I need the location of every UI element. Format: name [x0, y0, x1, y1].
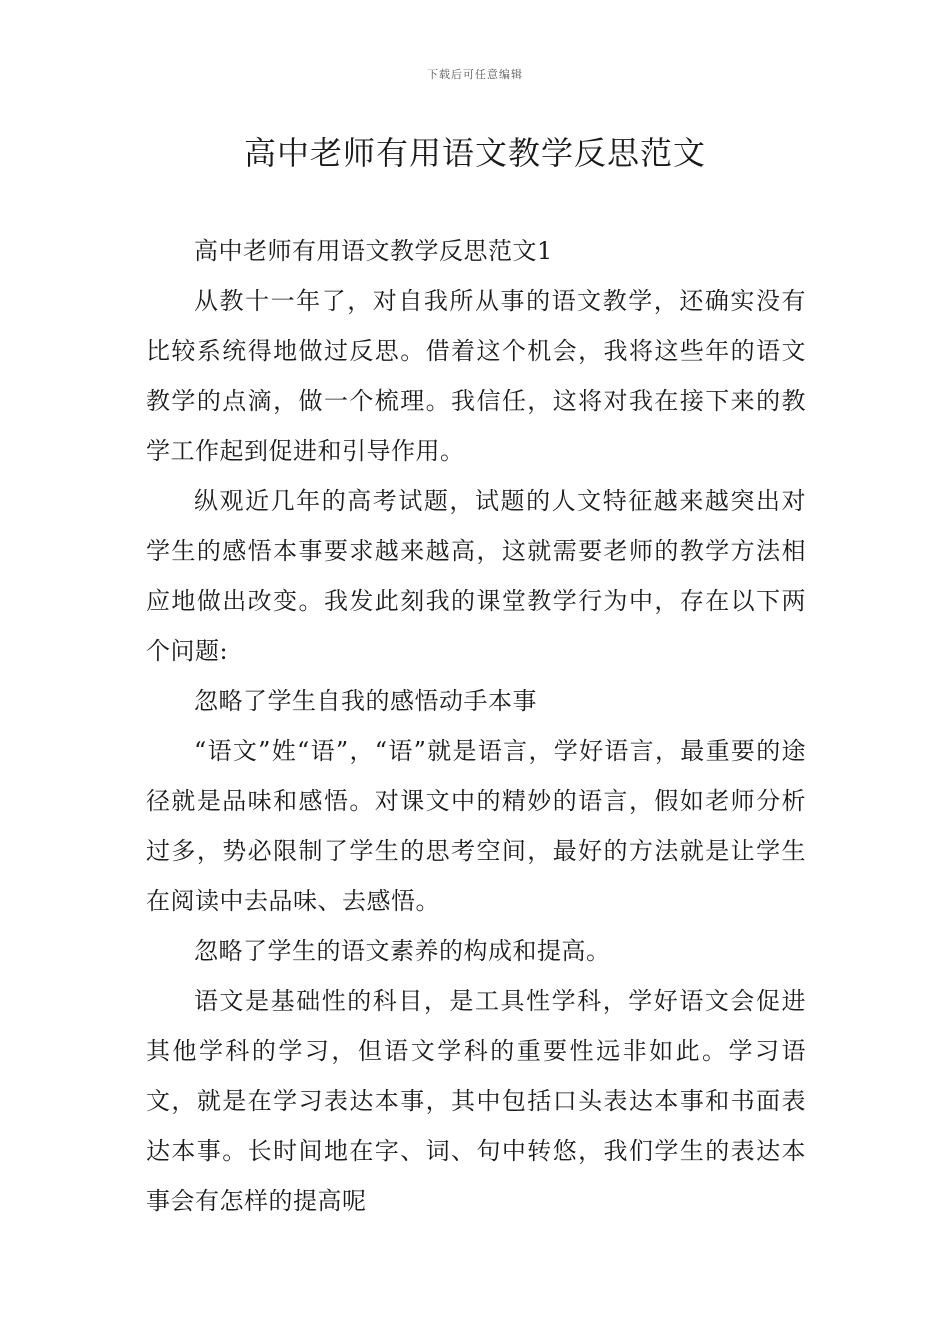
document-body: [146, 226, 806, 1226]
paragraph: 从教十一年了，对自我所从事的语文教学，还确实没有比较系统得地做过反思。借着这个机会，我将这些年的语文教学的点滴，做一个梳理。我信任，这将对我在接下来的教学工作起到促进和引导作用。: [146, 287, 806, 465]
paragraph: 忽略了学生的语文素养的构成和提高。: [194, 937, 611, 965]
section-heading: 高中老师有用语文教学反思范文1: [194, 237, 553, 265]
header-note: 下载后可任意编辑: [427, 68, 523, 81]
paragraph: 纵观近几年的高考试题，试题的人文特征越来越突出对学生的感悟本事要求越来越高，这就需要老师的教学方法相应地做出改变。我发此刻我的课堂教学行为中，存在以下两个问题:: [146, 487, 806, 665]
document-title: 高中老师有用语文教学反思范文: [243, 134, 706, 172]
paragraph: “语文”姓“语”，“语”就是语言，学好语言，最重要的途径就是品味和感悟。对课文中的精妙的语言，假如老师分析过多，势必限制了学生的思考空间，最好的方法就是让学生在阅读中去品味、去感悟。: [146, 737, 806, 915]
paragraph: 语文是基础性的科目，是工具性学科，学好语文会促进其他学科的学习，但语文学科的重要性远非如此。学习语文，就是在学习表达本事，其中包括口头表达本事和书面表达本事。长时间地在字、词、句中转悠，我们学生的表达本事会有怎样的提高呢: [146, 987, 806, 1215]
paragraph: 忽略了学生自我的感悟动手本事: [194, 687, 537, 715]
